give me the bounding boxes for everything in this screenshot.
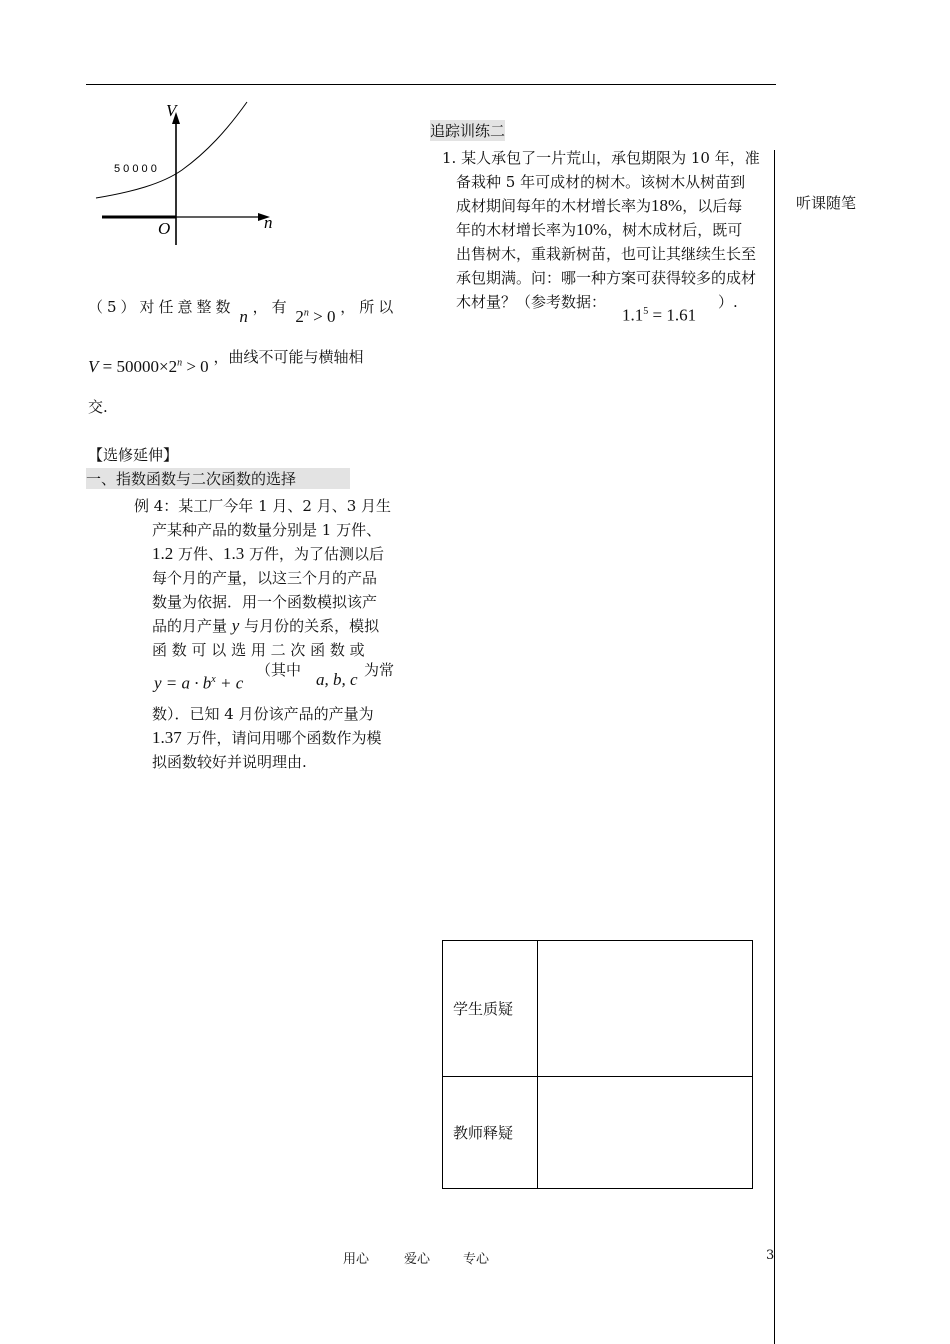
example-formula-line: $y = a \cdot b^x + c$ （其中 a, b, c 为常 <box>152 662 406 702</box>
margin-rule <box>774 150 775 1344</box>
example-line: 数量为依据．用一个函数模拟该产 <box>152 593 378 611</box>
section-title: 一、指数函数与二次函数的选择 <box>86 468 350 489</box>
teacher-answer-cell[interactable] <box>538 1077 753 1189</box>
example-line: 1.2 万件、1.3 万件，为了估测以后 <box>152 544 385 563</box>
footer-motto-1: 用心 <box>343 1252 370 1267</box>
example-line: 产某种产品的数量分别是 1 万件、 <box>152 521 382 539</box>
item5-line1 <box>88 296 404 326</box>
example-4 <box>134 494 406 774</box>
reference-data: $1.1^5 = 1.61$ <box>622 305 697 325</box>
qa-table <box>442 940 753 1189</box>
exponential-graph <box>92 100 292 250</box>
item5-var: n <box>239 307 248 326</box>
origin-label: O <box>158 219 171 238</box>
student-question-cell[interactable] <box>538 941 753 1077</box>
example-line: 品的月产量 y 与月份的关系，模拟 <box>152 616 380 635</box>
exercise-problem: 1. 某人承包了一片荒山，承包期限为 10 年，准 备栽种 5 年可成材的树木。该树木从树苗到 成材期间每年的木材增长率为18%，以后每 年的木材增长率为10%，树木成材后，既可 出售树木，重栽新树苗，也可让其继续生长至 承包期满。问：哪一种方案可获得较多的成材 木材量？（参考数据： $1.1^5 = 1.61$ ）. <box>442 146 778 320</box>
student-question-label: 学生质疑 <box>443 941 538 1077</box>
example-line: 函 数 可 以 选 用 二 次 函 数 或 <box>152 641 365 659</box>
example-line: 1.37 万件，请问用哪个函数作为模 <box>152 728 382 747</box>
footer-motto-3: 专心 <box>463 1252 490 1267</box>
extension-header: 【选修延伸】 <box>88 446 179 464</box>
footer-motto-2: 爱心 <box>404 1252 431 1267</box>
exercise-title: 追踪训练二 <box>430 122 506 140</box>
item5-end: 交. <box>88 398 108 416</box>
page-number: 3 <box>766 1248 775 1263</box>
teacher-answer-label: 教师释疑 <box>443 1077 538 1189</box>
item5-line2 <box>88 346 408 376</box>
item5-formula: $V = 50000\times 2^n > 0$ <box>88 357 209 376</box>
x-axis-label: n <box>264 213 273 232</box>
header-rule <box>86 84 776 85</box>
example-line: 拟函数较好并说明理由. <box>152 753 307 771</box>
item5-prefix: （5）对任意整数 <box>88 298 235 316</box>
note-label: 听课随笔 <box>796 194 857 212</box>
item5-mid: ，有 <box>252 298 291 316</box>
example-line: 例 4：某工厂今年 1 月、2 月、3 月生 <box>134 497 392 515</box>
exp-model-formula: $y = a \cdot b^x + c$ <box>154 673 244 693</box>
example-line: 每个月的产量，以这三个月的产品 <box>152 569 378 587</box>
item5-inequality: $2^n > 0$ <box>295 307 336 326</box>
y-intercept-label: 5 0 0 0 0 <box>114 163 157 175</box>
example-line: 数）．已知 4 月份该产品的产量为 <box>152 705 374 723</box>
y-axis-label: V <box>166 101 177 120</box>
item5-suffix: ，所以 <box>340 298 398 316</box>
item5-tail: ，曲线不可能与横轴相 <box>213 348 364 366</box>
